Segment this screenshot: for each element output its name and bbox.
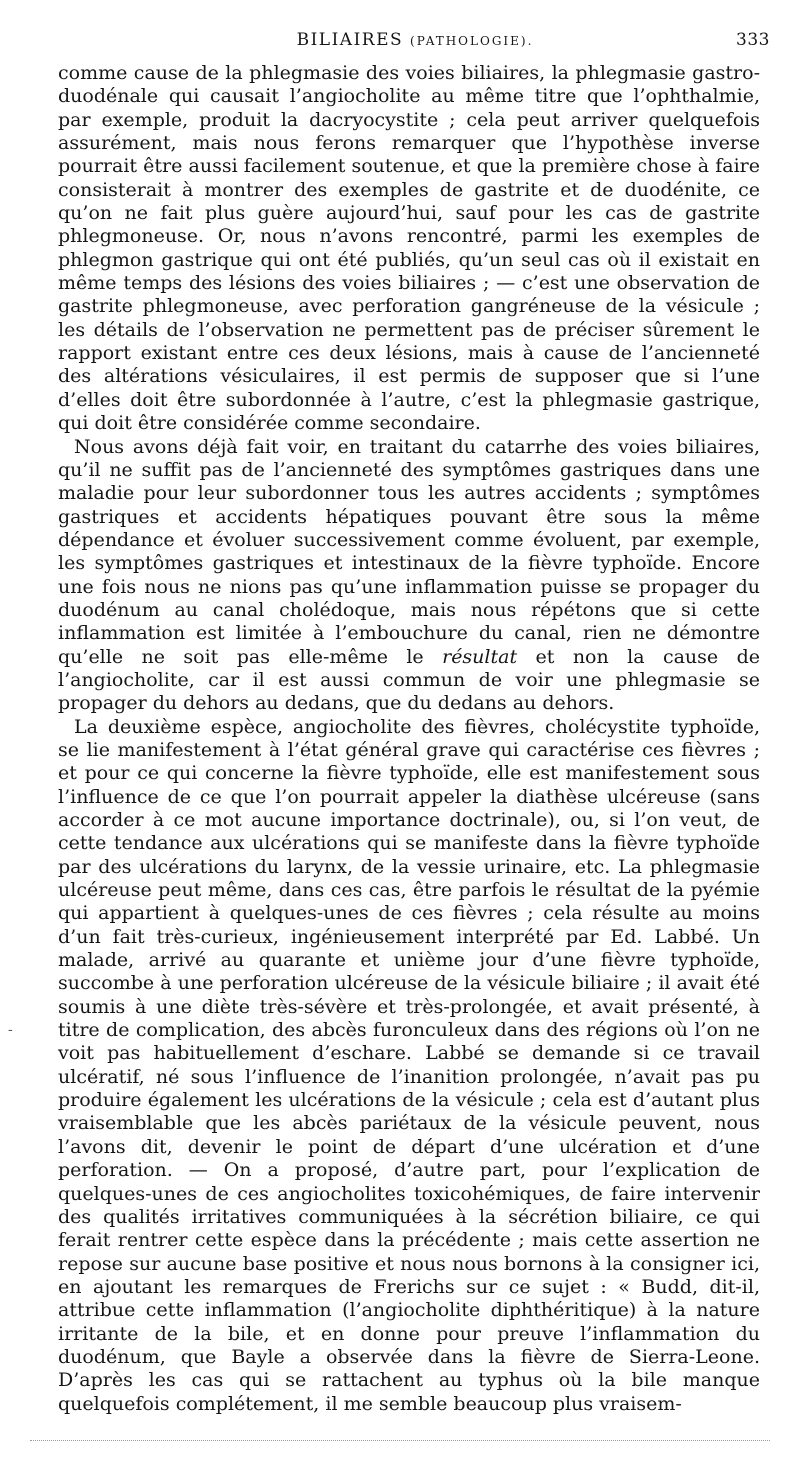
bottom-rule	[30, 1440, 770, 1441]
text-run: comme cause de la phlegmasie des voies biliaires, la phlegmasie gastro-duodénale qui causait l’angiocholite au même titre que l’ophthalmie, par exemple, produit la dacryocystite ; cela peut arriver quelquefois assurément, mais nous ferons remarquer que l’hypothèse inverse pourrait être aussi facilement soutenue, et que la première chose à faire consisterait à montrer des exemples de gastrite et de duodénite, ce qu’on ne fait plus guère aujourd’hui, sauf pour les cas de gastrite phlegmoneuse. Or, nous n’avons rencontré, parmi les exemples de phlegmon gastrique qui ont été publiés, qu’un seul cas où il existait en même temps des lésions des voies biliaires ; — c’est une observation de gastrite phlegmoneuse, avec perforation gangréneuse de la vésicule ; les détails de l’observation ne permettent pas de préciser sûrement le rapport existant entre ces deux lésions, mais à cause de l’ancienneté des altérations vésiculaires, il est permis de supposer que si l’une d’elles doit être subordonnée à l’autre, c’est la phlegmasie gastrique, qui doit être considérée comme secondaire.	[58, 62, 760, 435]
body-text	[58, 62, 760, 1416]
text-run: et non la cause de l’angiocholite, car il est aussi commun de voir une phlegmasie se propager du dehors au dedans, que du dedans au dehors.	[58, 645, 760, 715]
page-number: 333	[736, 30, 770, 50]
text-run: Nous avons déjà fait voir, en traitant du catarrhe des voies biliaires, qu’il ne suffit pas de l’ancienneté des symptômes gastriques dans une maladie pour leur subordonner tous les autres accidents ; symptômes gastriques et accidents hépatiques pouvant être sous la même dépendance et évoluer successivement comme évoluent, par exemple, les symptômes gastriques et intestinaux de la fièvre typhoïde. Encore une fois nous ne nions pas qu’une inflammation puisse se propager du duodénum au canal cholédoque, mais nous répétons que si cette inflammation est limitée à l’embouchure du canal, rien ne démontre qu’elle ne soit pas elle-même le	[58, 435, 760, 668]
text-run: La deuxième espèce, angiocholite des fièvres, cholécystite typhoïde, se lie manifestement à l’état général grave qui caractérise ces fièvres ; et pour ce qui concerne la fièvre typhoïde, elle est manifestement sous l’influence de ce que l’on pourrait appeler la diathèse ulcéreuse (sans accorder à ce mot aucune importance doctrinale), ou, si l’on veut, de cette tendance aux ulcérations qui se manifeste dans la fièvre typhoïde par des ulcérations du larynx, de la vessie urinaire, etc. La phlegmasie ulcéreuse peut même, dans ces cas, être parfois le résultat de la pyémie qui appartient à quelques-unes de ces fièvres ; cela résulte au moins d’un fait très-curieux, ingénieusement interprété par Ed. Labbé. Un malade, arrivé au quarante et unième jour d’une fièvre typhoïde, succombe à une perforation ulcéreuse de la vésicule biliaire ; il avait été soumis à une diète très-sévère et très-prolongée, et avait présenté, à titre de complication, des abcès furonculeux dans des régions où l’on ne voit pas habituellement d’eschare. Labbé se demande si ce travail ulcératif, né sous l’influence de l’inanition prolongée, n’avait pas pu produire également les ulcérations de la vésicule ; cela est d’autant plus vraisemblable que les abcès pariétaux de la vésicule peuvent, nous l’avons dit, devenir le point de départ d’une ulcération et d’une perforation. — On a proposé, d’autre part, pour l’explication de quelques-unes de ces angiocholites toxicohémiques, de faire intervenir des qualités irritatives communiquées à la sécrétion biliaire, ce qui ferait rentrer cette espèce dans la précédente ; mais cette assertion ne repose sur aucune base positive et nous nous bornons à la consigner ici, en ajoutant les remarques de Frerichs sur ce sujet : « Budd, dit-il, attribue cette inflammation (l’angiocholite diphthéritique) à la nature irritante de la bile, et en donne pour preuve l’inflammation du duodénum, que Bayle a observée dans la fièvre de Sierra-Leone. D’après les cas qui se rattachent au typhus où la bile manque quelquefois complétement, il me semble beaucoup plus vraisem-	[58, 715, 760, 1415]
running-title-subtitle: (PATHOLOGIE).	[410, 34, 534, 48]
italic-text: résultat	[442, 645, 518, 668]
running-head	[60, 30, 770, 56]
margin-mark: -	[8, 1022, 13, 1038]
running-title	[60, 30, 770, 50]
paragraph	[58, 62, 760, 436]
paragraph	[58, 716, 760, 1416]
running-title-main: BILIAIRES	[296, 30, 404, 50]
paragraph	[58, 436, 760, 716]
